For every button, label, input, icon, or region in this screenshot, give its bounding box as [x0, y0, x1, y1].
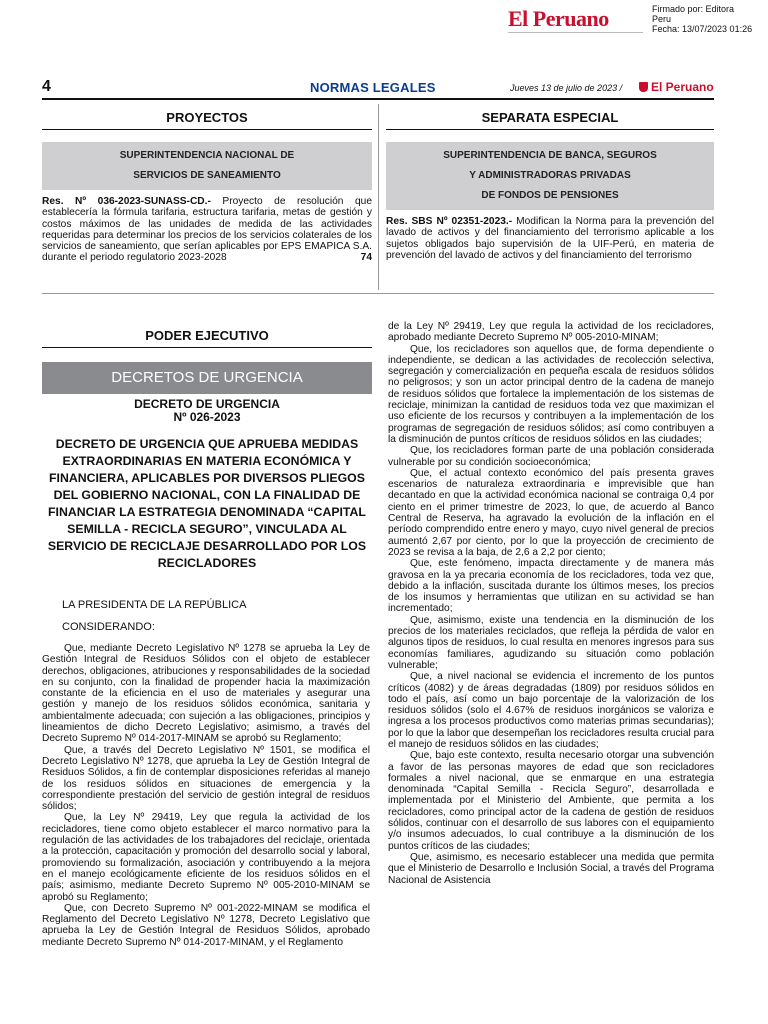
proyectos-page-ref: 74: [360, 252, 372, 264]
logo-tagline-rule: [508, 32, 643, 33]
paragraph: Que, los recicladores forman parte de una población considerada vulnerable por su condición socioeconómica;: [388, 445, 714, 468]
decretos-urgencia-band: DECRETOS DE URGENCIA: [42, 362, 372, 394]
paragraph: Que, a nivel nacional se evidencia el incremento de los puntos críticos (4082) y de áreas degradadas (1809) por residuos sólidos en todo el país, así como un bajo porcentaje de la valorización de los residuos sólidos (solo el 4.67% de residuos inorgánicos se valoriza e ingresa a los procesos productivos como materias primas secundarias); por lo que la labor que desempeñan los recicladores resulta crucial para el manejo de residuos sólidos en las ciudades;: [388, 671, 714, 750]
decree-title: DECRETO DE URGENCIA QUE APRUEBA MEDIDAS EXTRAORDINARIAS EN MATERIA ECONÓMICA Y FINANCIERA, APLICABLES POR DIVERSOS PLIEGOS DEL GOBIERNO NACIONAL, CON LA FINALIDAD DE FINANCIAR LA ESTRATEGIA DENOMINADA “CAPITAL SEMILLA - RECICLA SEGURO”, VINCULADA AL SERVICIO DE RECICLAJE DESARROLLADO POR LOS RECICLADORES: [47, 437, 367, 570]
separata-section: [386, 110, 714, 261]
paragraph: Que, este fenómeno, impacta directamente y de manera más gravosa en la ya precaria economía de los recicladores, toda vez que, debido a la inflación, suscitada durante los últimos meses, los precios de los insumos y herramientas que utilizan en su actividad se han incrementado;: [388, 558, 714, 615]
paragraph: Que, a través del Decreto Legislativo Nº 1501, se modifica el Decreto Legislativo Nº 1278, que aprueba la Ley de Gestión Integral de Residuos Sólidos, a fin de contemplar disposiciones referidas al manejo de los residuos sólidos en situaciones de emergencia y la correspondiente prestación del servicio de gestión integral de residuos sólidos;: [42, 744, 370, 813]
considerando-line: CONSIDERANDO:: [62, 621, 155, 633]
header-brand: [639, 80, 714, 94]
paragraph-continuation: de la Ley Nº 29419, Ley que regula la actividad de los recicladores, aprobado mediante Decreto Supremo Nº 005-2010-MINAM;: [388, 321, 714, 344]
signature-line-2: Peru: [652, 14, 672, 24]
separata-heading: SEPARATA ESPECIAL: [386, 110, 714, 130]
proyectos-heading: PROYECTOS: [42, 110, 372, 130]
presidenta-line: LA PRESIDENTA DE LA REPÚBLICA: [62, 599, 247, 611]
paragraph: Que, los recicladores son aquellos que, de forma dependiente o independiente, se dedican a las actividades de recolección selectiva, segregación y comercialización en pequeña escala de residuos sólidos no peligrosos; y son un actor principal dentro de la cadena de manejo de residuos sólidos que fortalece la implementación de los sistemas de reciclaje, minimizan la cantidad de residuos toda vez que maximizan el uso eficiente de los recursos y contribuyen a la implementación de los programas de segregación de residuos sólidos; así como contribuyen a la disminución de puntos críticos de residuos sólidos en las ciudades;: [388, 343, 714, 445]
paragraph: Que, el actual contexto económico del país presenta graves escenarios de naturaleza extraordinaria e imprevisible que han decantado en que la actividad económica nacional se contraiga 0,4 por ciento en el primer trimestre de 2023, lo que, de acuerdo al Banco Central de Reserva, ha agravado la evolución de la inflación en el período comprendido entre enero y mayo, cuyo nivel general de precios aumentó 2,67 por ciento, por lo que la proyección de crecimiento de 2023 se revisa a la baja, de 2,6 a 2,2 por ciento;: [388, 467, 714, 558]
separata-entity-line3: DE FONDOS DE PENSIONES: [481, 190, 619, 201]
proyectos-entity: [42, 142, 372, 190]
left-column-body: [42, 643, 370, 948]
proyectos-entity-line1: SUPERINTENDENCIA NACIONAL DE: [119, 150, 295, 161]
header-rule: [42, 98, 714, 100]
logo-wordmark: El Peruano: [508, 6, 609, 31]
paragraph: Que, asimismo, es necesario establecer una medida que permita que el Ministerio de Desarrollo e Inclusión Social, a través del Programa Nacional de Asistencia: [388, 851, 714, 886]
signature-line-1: Firmado por: Editora: [652, 4, 735, 14]
el-peruano-logo: [508, 8, 643, 38]
separata-entity-line1: SUPERINTENDENCIA DE BANCA, SEGUROS: [443, 150, 657, 161]
paragraph: Que, mediante Decreto Legislativo Nº 1278 se aprueba la Ley de Gestión Integral de Residuos Sólidos con el objeto de establecer derechos, obligaciones, atribuciones y responsabilidades de la sociedad en su conjunto, con la finalidad de propender hacia la maximización constante de la eficiencia en el uso de materiales y asegurar una gestión y manejo de los residuos sólidos económica, sanitaria y ambientalmente adecuada; con sujeción a las obligaciones, principios y lineamientos de dicho Decreto Legislativo; asimismo, a través del Decreto Supremo Nº 014-2017-MINAM se aprobó su Reglamento;: [42, 643, 370, 745]
decree-line-2: Nº 026-2023: [173, 410, 241, 424]
separata-summary: [386, 216, 714, 261]
separata-res-text: Modifican la Norma para la prevención del lavado de activos y del financiamiento del terrorismo aplicable a los sujetos obligados bajo supervisión de la UIF-Perú, en materia de prevención del lavado de activos y del financiamiento del terrorismo: [386, 216, 714, 261]
paragraph: Que, con Decreto Supremo Nº 001-2022-MINAM se modifica el Reglamento del Decreto Legislativo Nº 1278, Decreto Legislativo que aprueba la Ley de Gestión Integral de Residuos Sólidos, aprobado mediante Decreto Supremo Nº 014-2017-MINAM, y el Reglamento: [42, 902, 370, 948]
proyectos-section: [42, 110, 372, 264]
issue-date: Jueves 13 de julio de 2023 /: [510, 83, 623, 93]
paragraph: Que, asimismo, existe una tendencia en la disminución de los precios de los materiales reciclados, que refleja la pérdida de valor en algunos tipos de residuos, lo cual resulta en menores ingresos para sus economías familiares, agudizando su situación como población vulnerable;: [388, 614, 714, 671]
header-brand-text: El Peruano: [651, 80, 714, 94]
paragraph: Que, bajo este contexto, resulta necesario otorgar una subvención a favor de las personas mayores de edad que son recicladores formales a nivel nacional, que se enmarque en una estrategia denominada “Capital Semilla - Recicla Seguro”, desarrollada e implementada por el Ministerio del Ambiente, que permita a los recicladores, como principal actor de la cadena de gestión de residuos sólidos, continuar con el desarrollo de sus labores con el equipamiento y/o insumos adecuados, lo cual contribuye a la disminución de los puntos críticos de las ciudades;: [388, 750, 714, 852]
separata-res-ref: Res. SBS Nº 02351-2023.-: [386, 216, 513, 227]
digital-signature: [652, 4, 766, 34]
separata-entity-line2: Y ADMINISTRADORAS PRIVADAS: [469, 170, 631, 181]
section-title: NORMAS LEGALES: [310, 80, 436, 95]
decree-line-1: DECRETO DE URGENCIA: [134, 397, 280, 411]
proyectos-entity-line2: SERVICIOS DE SANEAMIENTO: [133, 170, 281, 181]
coat-of-arms-icon: [639, 82, 648, 92]
poder-ejecutivo-heading: PODER EJECUTIVO: [42, 328, 372, 348]
separata-entity: [386, 142, 714, 210]
page-number: 4: [42, 78, 51, 95]
summary-bottom-rule: [42, 293, 714, 294]
paragraph: Que, la Ley Nº 29419, Ley que regula la actividad de los recicladores, tiene como objeto establecer el marco normativo para la regulación de las actividades de los trabajadores del reciclaje, orientada a la protección, capacitación y promoción del desarrollo social y laboral, promoviendo su formalización, asociación y contribuyendo a la mejora en el manejo ecológicamente eficiente de los residuos sólidos en el país; asimismo, mediante Decreto Supremo Nº 005-2010-MINAM se aprobó su Reglamento;: [42, 812, 370, 903]
proyectos-res-ref: Res. Nº 036-2023-SUNASS-CD.-: [42, 196, 211, 207]
decree-number: [42, 398, 372, 424]
proyectos-summary: [42, 196, 372, 264]
signature-line-3: Fecha: 13/07/2023 01:26: [652, 24, 753, 34]
column-divider: [378, 104, 379, 290]
right-column-body: [388, 321, 714, 886]
proyectos-res-text: Proyecto de resolución que establecería la fórmula tarifaria, estructura tarifaria, metas de gestión y costos máximos de las unidades de medida de las actividades requeridas para determinar los precios de los servicios colaterales de los servicios de saneamiento, que serían aplicables por EPS EMAPICA S.A. durante el periodo regulatorio 2023-2028: [42, 196, 372, 264]
